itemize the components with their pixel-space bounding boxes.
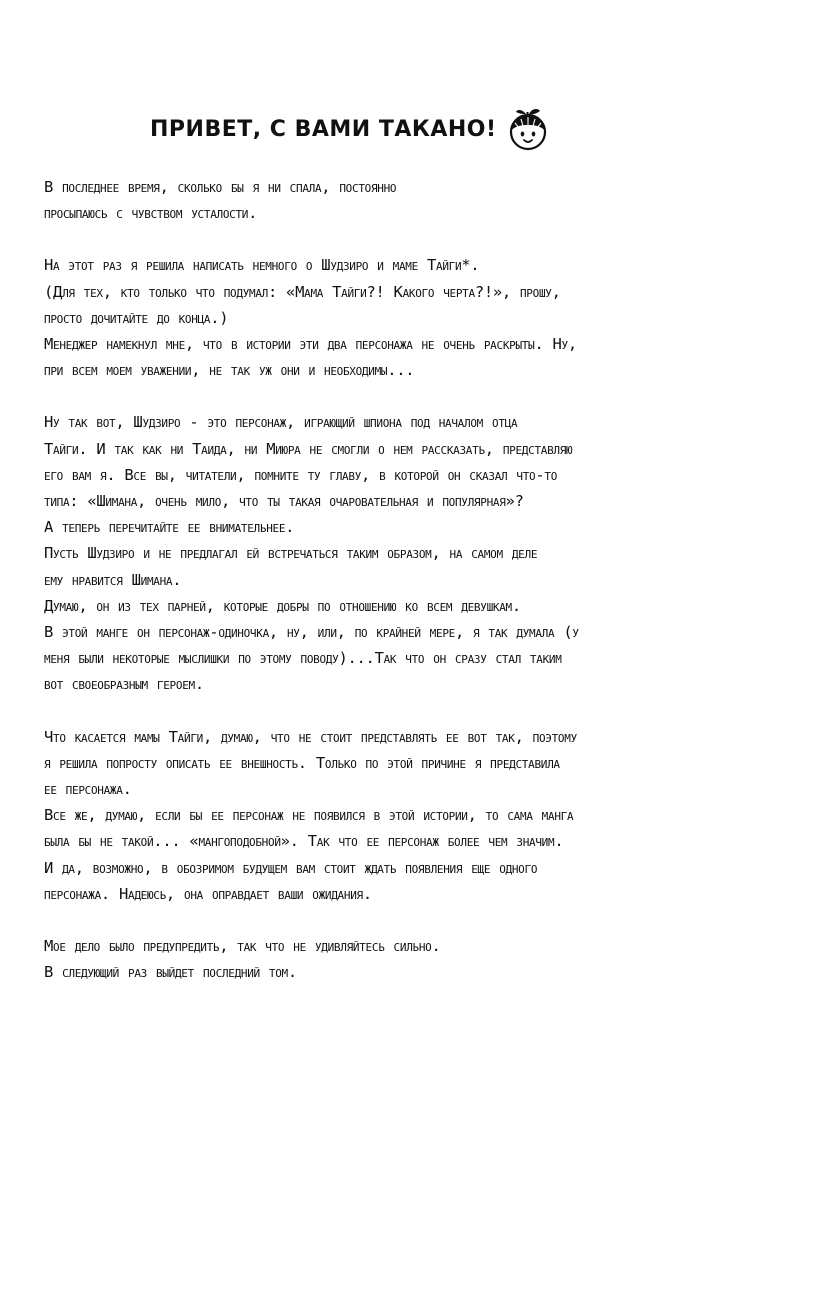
paragraph-4: [44, 724, 784, 907]
text-line: Думаю, он из тех парней, которые добры по отношению ко всем девушкам.: [44, 596, 521, 615]
author-avatar-icon: [505, 106, 551, 152]
text-line: В этой манге он персонаж-одиночка, ну, или, по крайней мере, я так думала (у: [44, 623, 579, 642]
text-line: На этот раз я решила написать немного о Шудзиро и маме Тайги*.: [44, 256, 480, 275]
text-line: В последнее время, сколько бы я ни спала, постоянно: [44, 178, 397, 196]
paragraph-1: [44, 174, 784, 226]
text-line: Тайги. И так как ни Таида, ни Миюра не смогли о нем рассказать, представляю: [44, 439, 573, 458]
text-line: Что касается мамы Тайги, думаю, что не стоит представлять ее вот так, поэтому: [44, 727, 577, 746]
text-line: при всем моем уважении, не так уж они и необходимы...: [44, 361, 415, 380]
paragraph-5: [44, 933, 784, 985]
text-line: А теперь перечитайте ее внимательнее.: [44, 518, 295, 537]
text-line: меня были некоторые мыслишки по этому поводу)...Так что он сразу стал таким: [44, 649, 562, 668]
text-line: персонажа. Надеюсь, она оправдает ваши ожидания.: [44, 884, 372, 903]
text-line: В следующий раз выйдет последний том.: [44, 963, 297, 982]
text-line: была бы не такой... «мангоподобной». Так что ее персонаж более чем значим.: [44, 832, 564, 851]
text-line: Менеджер намекнул мне, что в истории эти два персонажа не очень раскрыты. Ну,: [44, 335, 577, 354]
text-line: (Для тех, кто только что подумал: «Мама Тайги?! Какого черта?!», прошу,: [44, 282, 561, 301]
text-line: ему нравится Шимана.: [44, 570, 182, 589]
note-body: [44, 174, 784, 985]
text-line: типа: «Шимана, очень мило, что ты такая очаровательная и популярная»?: [44, 492, 524, 511]
text-line: Ну так вот, Шудзиро - это персонаж, играющий шпиона под началом отца: [44, 413, 518, 432]
text-line: его вам я. Все вы, читатели, помните ту главу, в которой он сказал что-то: [44, 465, 558, 484]
text-line: Все же, думаю, если бы ее персонаж не появился в этой истории, то сама манга: [44, 806, 574, 825]
text-line: просто дочитайте до конца.): [44, 308, 229, 327]
text-line: просыпаюсь с чувством усталости.: [44, 204, 258, 223]
text-line: ее персонажа.: [44, 780, 132, 799]
paragraph-2: [44, 252, 784, 383]
text-line: И да, возможно, в обозримом будущем вам стоит ждать появления еще одного: [44, 858, 538, 877]
text-line: я решила попросту описать ее внешность. Только по этой причине я представила: [44, 753, 560, 772]
page-title: ПРИВЕТ, С ВАМИ ТАКАНО!: [150, 116, 497, 142]
text-line: Пусть Шудзиро и не предлагал ей встречаться таким образом, на самом деле: [44, 544, 538, 563]
text-line: Мое дело было предупредить, так что не удивляйтесь сильно.: [44, 937, 441, 956]
header: [150, 106, 551, 152]
paragraph-3: [44, 409, 784, 697]
text-line: вот своеобразным героем.: [44, 675, 204, 694]
